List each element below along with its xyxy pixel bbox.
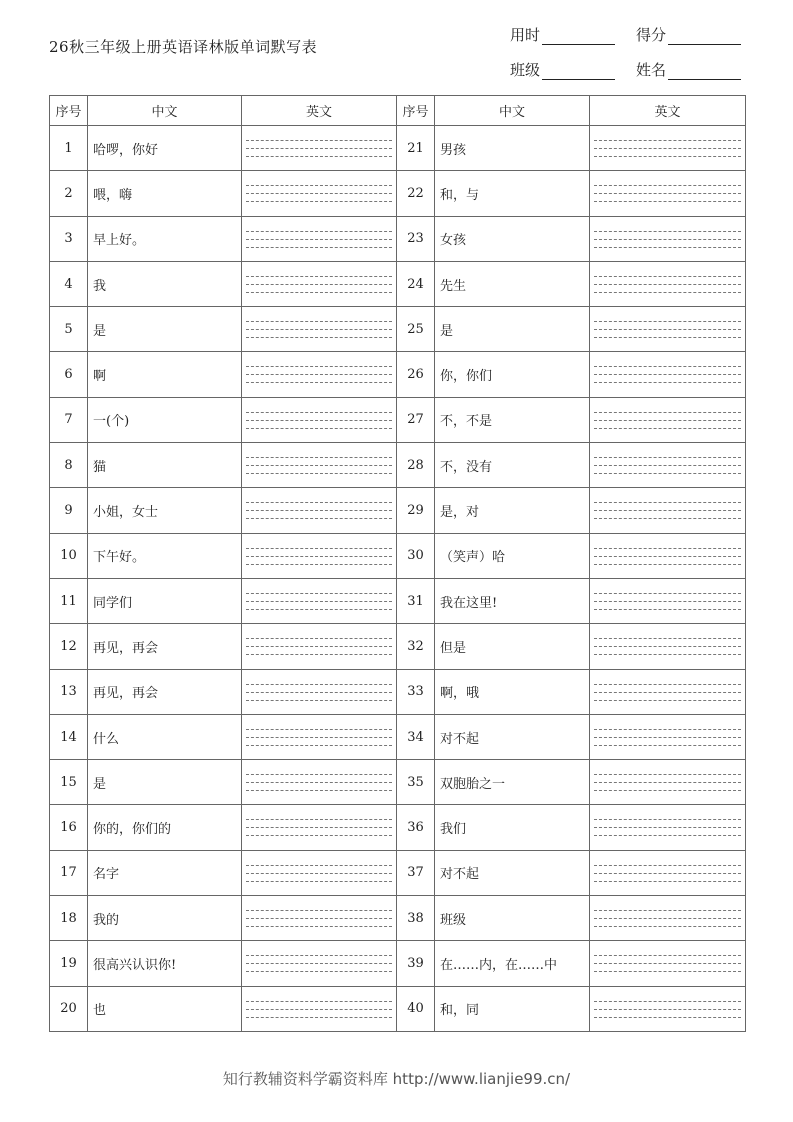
- answer-line: [594, 601, 741, 602]
- answer-line: [246, 247, 392, 248]
- table-row: [50, 805, 746, 850]
- chinese-word: 猫: [88, 443, 242, 488]
- chinese-word: 班级: [435, 896, 590, 941]
- answer-line: [594, 827, 741, 828]
- answer-line: [246, 835, 392, 836]
- answer-line: [594, 337, 741, 338]
- english-answer-cell[interactable]: [242, 986, 397, 1031]
- chinese-word: 哈啰，你好: [88, 126, 242, 171]
- item-number: 38: [397, 896, 435, 941]
- english-answer-cell[interactable]: [242, 714, 397, 759]
- english-answer-cell[interactable]: [590, 941, 746, 986]
- score-label: 得分: [636, 26, 667, 44]
- answer-line: [246, 910, 392, 911]
- answer-line: [594, 502, 741, 503]
- answer-line: [246, 510, 392, 511]
- chinese-word: 和，与: [435, 171, 590, 216]
- answer-line: [594, 745, 741, 746]
- item-number: 10: [50, 533, 88, 578]
- english-answer-cell[interactable]: [242, 443, 397, 488]
- time-label: 用时: [510, 26, 541, 44]
- answer-line: [594, 865, 741, 866]
- answer-line: [594, 790, 741, 791]
- chinese-word: 再见，再会: [88, 669, 242, 714]
- page-title: 26秋三年级上册英语译林版单词默写表: [49, 38, 318, 56]
- answer-line: [246, 556, 392, 557]
- answer-line: [246, 465, 392, 466]
- answer-line: [594, 692, 741, 693]
- answer-line: [594, 284, 741, 285]
- answer-line: [594, 926, 741, 927]
- answer-line: [246, 918, 392, 919]
- item-number: 13: [50, 669, 88, 714]
- answer-line: [246, 1009, 392, 1010]
- answer-line: [246, 276, 392, 277]
- item-number: 9: [50, 488, 88, 533]
- item-number: 30: [397, 533, 435, 578]
- answer-line: [594, 881, 741, 882]
- english-answer-cell[interactable]: [242, 669, 397, 714]
- table-row: [50, 624, 746, 669]
- answer-line: [246, 646, 392, 647]
- item-number: 20: [50, 986, 88, 1031]
- header-num-right: 序号: [397, 96, 435, 126]
- answer-line: [246, 193, 392, 194]
- chinese-word: 也: [88, 986, 242, 1031]
- answer-line: [594, 518, 741, 519]
- name-blank[interactable]: [668, 78, 741, 80]
- answer-line: [246, 782, 392, 783]
- answer-line: [594, 1017, 741, 1018]
- chinese-word: 不，不是: [435, 397, 590, 442]
- chinese-word: 我: [88, 261, 242, 306]
- time-blank[interactable]: [542, 43, 615, 45]
- item-number: 18: [50, 896, 88, 941]
- chinese-word: 一(个): [88, 397, 242, 442]
- item-number: 19: [50, 941, 88, 986]
- answer-line: [594, 412, 741, 413]
- chinese-word: 同学们: [88, 578, 242, 623]
- table-row: [50, 941, 746, 986]
- table-row: [50, 216, 746, 261]
- answer-line: [246, 963, 392, 964]
- answer-line: [594, 239, 741, 240]
- answer-line: [594, 873, 741, 874]
- chinese-word: 啊，哦: [435, 669, 590, 714]
- item-number: 25: [397, 307, 435, 352]
- answer-line: [594, 1009, 741, 1010]
- answer-line: [594, 963, 741, 964]
- item-number: 12: [50, 624, 88, 669]
- answer-line: [594, 564, 741, 565]
- english-answer-cell[interactable]: [590, 986, 746, 1031]
- chinese-word: 是: [435, 307, 590, 352]
- english-answer-cell[interactable]: [590, 624, 746, 669]
- english-answer-cell[interactable]: [590, 261, 746, 306]
- english-answer-cell[interactable]: [590, 397, 746, 442]
- answer-line: [246, 971, 392, 972]
- answer-line: [594, 193, 741, 194]
- chinese-word: （笑声）哈: [435, 533, 590, 578]
- english-answer-cell[interactable]: [590, 352, 746, 397]
- item-number: 3: [50, 216, 88, 261]
- answer-line: [594, 971, 741, 972]
- answer-line: [246, 790, 392, 791]
- answer-line: [594, 700, 741, 701]
- chinese-word: 对不起: [435, 850, 590, 895]
- english-answer-cell[interactable]: [590, 533, 746, 578]
- answer-line: [246, 428, 392, 429]
- item-number: 35: [397, 760, 435, 805]
- chinese-word: 你的，你们的: [88, 805, 242, 850]
- chinese-word: 你，你们: [435, 352, 590, 397]
- answer-line: [246, 337, 392, 338]
- answer-line: [594, 156, 741, 157]
- answer-line: [246, 601, 392, 602]
- header-num-left: 序号: [50, 96, 88, 126]
- answer-line: [594, 737, 741, 738]
- answer-line: [246, 745, 392, 746]
- chinese-word: 但是: [435, 624, 590, 669]
- chinese-word: 什么: [88, 714, 242, 759]
- chinese-word: 不，没有: [435, 443, 590, 488]
- class-field: [510, 59, 615, 80]
- answer-line: [594, 609, 741, 610]
- chinese-word: 是，对: [435, 488, 590, 533]
- header-english-right: 英文: [590, 96, 746, 126]
- answer-line: [594, 955, 741, 956]
- chinese-word: 我的: [88, 896, 242, 941]
- item-number: 40: [397, 986, 435, 1031]
- english-answer-cell[interactable]: [242, 261, 397, 306]
- answer-line: [594, 510, 741, 511]
- table-row: [50, 669, 746, 714]
- answer-line: [594, 201, 741, 202]
- answer-line: [594, 473, 741, 474]
- answer-line: [246, 374, 392, 375]
- answer-line: [594, 819, 741, 820]
- chinese-word: 先生: [435, 261, 590, 306]
- item-number: 22: [397, 171, 435, 216]
- item-number: 31: [397, 578, 435, 623]
- item-number: 39: [397, 941, 435, 986]
- answer-line: [246, 518, 392, 519]
- answer-line: [594, 918, 741, 919]
- english-answer-cell[interactable]: [242, 533, 397, 578]
- answer-line: [246, 881, 392, 882]
- chinese-word: 女孩: [435, 216, 590, 261]
- name-field: [636, 59, 741, 80]
- item-number: 27: [397, 397, 435, 442]
- chinese-word: 再见，再会: [88, 624, 242, 669]
- table-row: [50, 307, 746, 352]
- answer-line: [594, 428, 741, 429]
- answer-line: [594, 374, 741, 375]
- item-number: 33: [397, 669, 435, 714]
- answer-line: [594, 231, 741, 232]
- answer-line: [246, 321, 392, 322]
- answer-line: [246, 865, 392, 866]
- table-row: [50, 352, 746, 397]
- chinese-word: 名字: [88, 850, 242, 895]
- english-answer-cell[interactable]: [242, 352, 397, 397]
- answer-line: [594, 292, 741, 293]
- english-answer-cell[interactable]: [590, 760, 746, 805]
- answer-line: [594, 646, 741, 647]
- answer-line: [246, 231, 392, 232]
- item-number: 14: [50, 714, 88, 759]
- answer-line: [246, 457, 392, 458]
- english-answer-cell[interactable]: [590, 850, 746, 895]
- english-answer-cell[interactable]: [590, 669, 746, 714]
- item-number: 4: [50, 261, 88, 306]
- answer-line: [594, 140, 741, 141]
- answer-line: [246, 140, 392, 141]
- chinese-word: 我们: [435, 805, 590, 850]
- item-number: 36: [397, 805, 435, 850]
- chinese-word: 啊: [88, 352, 242, 397]
- english-answer-cell[interactable]: [242, 896, 397, 941]
- answer-line: [594, 556, 741, 557]
- table-header-row: [50, 96, 746, 126]
- answer-line: [246, 1017, 392, 1018]
- answer-line: [594, 457, 741, 458]
- english-answer-cell[interactable]: [242, 578, 397, 623]
- item-number: 16: [50, 805, 88, 850]
- table-row: [50, 850, 746, 895]
- answer-line: [594, 148, 741, 149]
- header-chinese-right: 中文: [435, 96, 590, 126]
- answer-line: [594, 382, 741, 383]
- answer-line: [246, 412, 392, 413]
- answer-line: [246, 819, 392, 820]
- table-row: [50, 714, 746, 759]
- name-label: 姓名: [636, 61, 667, 79]
- answer-line: [246, 366, 392, 367]
- item-number: 11: [50, 578, 88, 623]
- english-answer-cell[interactable]: [242, 624, 397, 669]
- answer-line: [246, 420, 392, 421]
- chinese-word: 双胞胎之一: [435, 760, 590, 805]
- chinese-word: 我在这里!: [435, 578, 590, 623]
- answer-line: [246, 955, 392, 956]
- answer-line: [594, 465, 741, 466]
- english-answer-cell[interactable]: [590, 578, 746, 623]
- english-answer-cell[interactable]: [590, 805, 746, 850]
- english-answer-cell[interactable]: [590, 714, 746, 759]
- table-row: [50, 578, 746, 623]
- answer-line: [594, 910, 741, 911]
- chinese-word: 下午好。: [88, 533, 242, 578]
- item-number: 28: [397, 443, 435, 488]
- answer-line: [246, 609, 392, 610]
- header-english-left: 英文: [242, 96, 397, 126]
- table-row: [50, 261, 746, 306]
- class-blank[interactable]: [542, 78, 615, 80]
- answer-line: [246, 926, 392, 927]
- chinese-word: 很高兴认识你!: [88, 941, 242, 986]
- english-answer-cell[interactable]: [590, 307, 746, 352]
- english-answer-cell[interactable]: [242, 760, 397, 805]
- english-answer-cell[interactable]: [242, 850, 397, 895]
- answer-line: [246, 473, 392, 474]
- answer-line: [594, 329, 741, 330]
- answer-line: [594, 321, 741, 322]
- class-label: 班级: [510, 61, 541, 79]
- answer-line: [246, 201, 392, 202]
- answer-line: [246, 239, 392, 240]
- answer-line: [246, 729, 392, 730]
- english-answer-cell[interactable]: [242, 171, 397, 216]
- time-field: [510, 24, 615, 45]
- answer-line: [594, 684, 741, 685]
- answer-line: [246, 382, 392, 383]
- item-number: 5: [50, 307, 88, 352]
- item-number: 24: [397, 261, 435, 306]
- item-number: 26: [397, 352, 435, 397]
- chinese-word: 和，同: [435, 986, 590, 1031]
- chinese-word: 小姐，女士: [88, 488, 242, 533]
- chinese-word: 是: [88, 307, 242, 352]
- english-answer-cell[interactable]: [590, 443, 746, 488]
- english-answer-cell[interactable]: [242, 216, 397, 261]
- item-number: 7: [50, 397, 88, 442]
- english-answer-cell[interactable]: [590, 896, 746, 941]
- table-row: [50, 397, 746, 442]
- answer-line: [246, 593, 392, 594]
- answer-line: [246, 654, 392, 655]
- header-chinese-left: 中文: [88, 96, 242, 126]
- english-answer-cell[interactable]: [590, 216, 746, 261]
- answer-line: [594, 420, 741, 421]
- answer-line: [594, 276, 741, 277]
- english-answer-cell[interactable]: [590, 488, 746, 533]
- item-number: 6: [50, 352, 88, 397]
- item-number: 37: [397, 850, 435, 895]
- item-number: 32: [397, 624, 435, 669]
- english-answer-cell[interactable]: [242, 941, 397, 986]
- answer-line: [246, 737, 392, 738]
- answer-line: [246, 692, 392, 693]
- answer-line: [246, 873, 392, 874]
- table-row: [50, 171, 746, 216]
- answer-line: [594, 247, 741, 248]
- english-answer-cell[interactable]: [242, 397, 397, 442]
- item-number: 29: [397, 488, 435, 533]
- answer-line: [246, 329, 392, 330]
- score-field: [636, 24, 741, 45]
- answer-line: [246, 502, 392, 503]
- item-number: 15: [50, 760, 88, 805]
- item-number: 21: [397, 126, 435, 171]
- answer-line: [246, 638, 392, 639]
- footer-watermark: 知行教辅资料学霸资料库 http://www.lianjie99.cn/: [222, 1070, 571, 1088]
- table-row: [50, 488, 746, 533]
- table-row: [50, 533, 746, 578]
- english-answer-cell[interactable]: [590, 126, 746, 171]
- table-row: [50, 760, 746, 805]
- table-row: [50, 443, 746, 488]
- answer-line: [246, 684, 392, 685]
- answer-line: [594, 782, 741, 783]
- chinese-word: 男孩: [435, 126, 590, 171]
- english-answer-cell[interactable]: [242, 805, 397, 850]
- answer-line: [594, 366, 741, 367]
- chinese-word: 对不起: [435, 714, 590, 759]
- item-number: 34: [397, 714, 435, 759]
- score-blank[interactable]: [668, 43, 741, 45]
- answer-line: [246, 774, 392, 775]
- answer-line: [594, 185, 741, 186]
- vocabulary-table: [49, 95, 746, 1032]
- item-number: 23: [397, 216, 435, 261]
- answer-line: [246, 156, 392, 157]
- chinese-word: 在……内，在……中: [435, 941, 590, 986]
- table-row: [50, 126, 746, 171]
- answer-line: [246, 284, 392, 285]
- answer-line: [246, 564, 392, 565]
- item-number: 8: [50, 443, 88, 488]
- answer-line: [246, 1001, 392, 1002]
- english-answer-cell[interactable]: [242, 488, 397, 533]
- answer-line: [594, 835, 741, 836]
- answer-line: [246, 148, 392, 149]
- answer-line: [246, 548, 392, 549]
- answer-line: [246, 185, 392, 186]
- answer-line: [594, 548, 741, 549]
- table-row: [50, 986, 746, 1031]
- answer-line: [594, 1001, 741, 1002]
- item-number: 1: [50, 126, 88, 171]
- chinese-word: 喂，嗨: [88, 171, 242, 216]
- answer-line: [246, 827, 392, 828]
- answer-line: [594, 729, 741, 730]
- item-number: 17: [50, 850, 88, 895]
- english-answer-cell[interactable]: [590, 171, 746, 216]
- item-number: 2: [50, 171, 88, 216]
- answer-line: [594, 774, 741, 775]
- chinese-word: 是: [88, 760, 242, 805]
- english-answer-cell[interactable]: [242, 307, 397, 352]
- answer-line: [246, 700, 392, 701]
- table-row: [50, 896, 746, 941]
- chinese-word: 早上好。: [88, 216, 242, 261]
- answer-line: [246, 292, 392, 293]
- answer-line: [594, 654, 741, 655]
- english-answer-cell[interactable]: [242, 126, 397, 171]
- answer-line: [594, 638, 741, 639]
- answer-line: [594, 593, 741, 594]
